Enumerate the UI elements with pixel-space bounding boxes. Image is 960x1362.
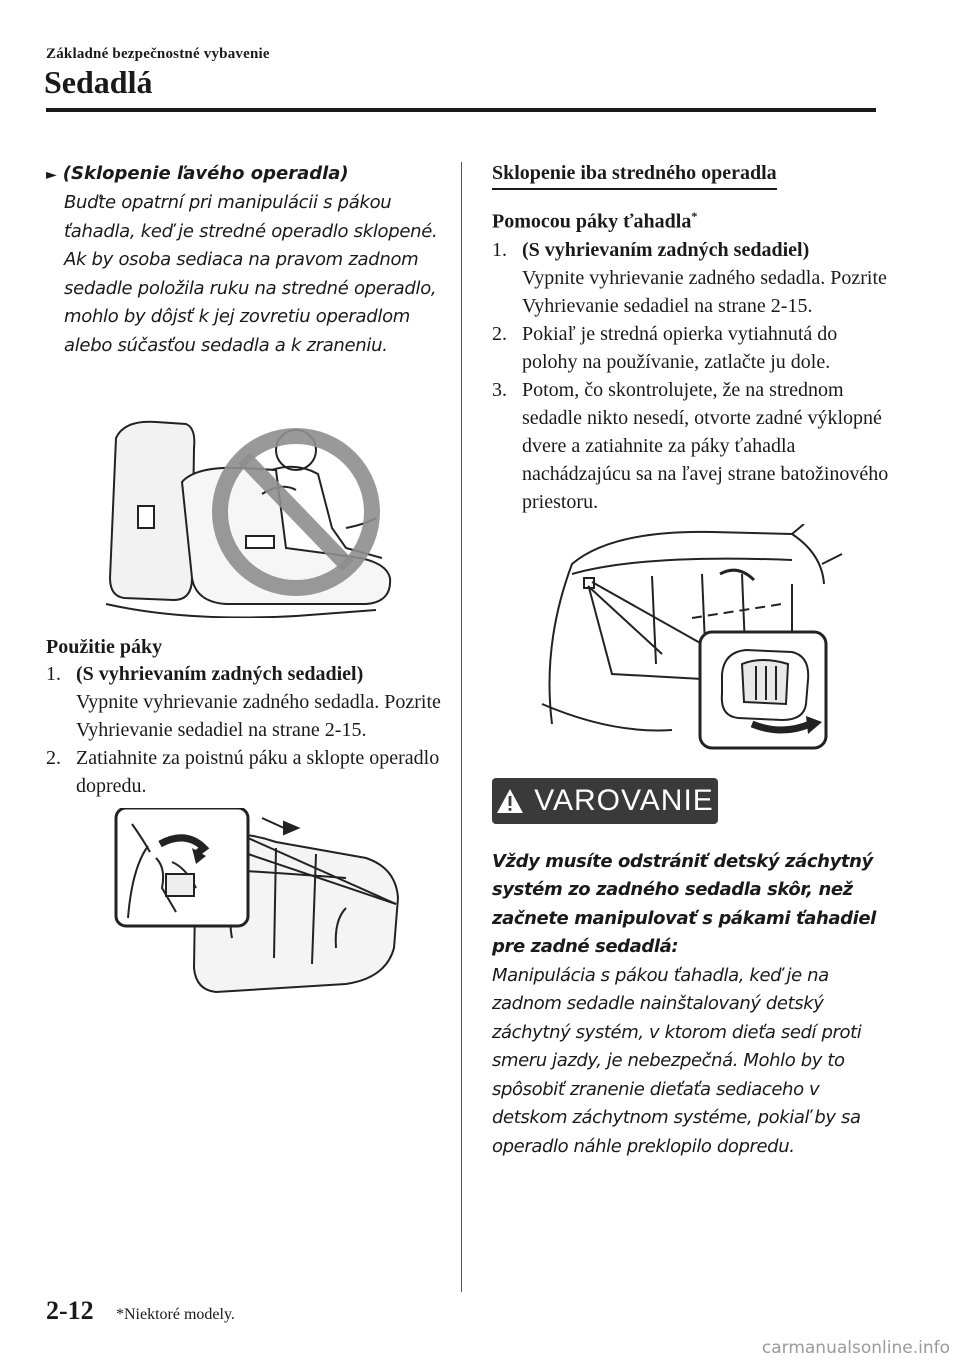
step-number: 2. [46,747,61,769]
step-number: 1. [492,238,507,261]
page-title: Sedadlá [44,64,153,100]
lever-heading: Použitie páky [46,636,163,658]
step-number: 3. [492,378,507,401]
step-text: Vypnite vyhrievanie zadného sedadla. Pozrite Vyhrievanie sedadiel na strane 2-15. [76,691,441,741]
section-header: Základné bezpečnostné vybavenie [46,46,270,62]
step-bold-text: (S vyhrievaním zadných sedadiel) [76,663,364,685]
subheading [492,202,892,236]
triangle-bullet-icon: ► [46,167,57,183]
illustration-seatback-release-lever [46,808,446,1008]
warning-text: Manipulácia s pákou ťahadla, keď je na zadnom sedadle nainštalovaný detský záchytný systém, v ktorom dieťa sedí proti smeru jazdy, je nebezpečná. Mohlo by to spôsobiť zranenie dieťaťa sediaceho v detskom záchytnom systéme, pokiaľ by sa operadlo náhle preklopilo dopredu. [492,964,862,1157]
warning-triangle-icon [496,788,524,814]
caution-text: Buďte opatrní pri manipulácii s pákou ťahadla, keď je stredné operadlo sklopené. Ak by osoba sediaca na pravom zadnom sedadle položila ruku na stredné operadlo, mohlo by dôjsť k jej zovretiu operadlom alebo súčasťou sedadla a k zraneniu. [64,192,438,356]
warning-title: Vždy musíte odstrániť detský záchytný systém zo zadného sedadla skôr, než začnete manipulovať s pákami ťahadiel pre zadné sedadlá: [492,850,876,958]
caution-heading-text: (Sklopenie ľavého operadla) [62,163,349,184]
step-text: Potom, čo skontrolujete, že na strednom sedadle nikto nesedí, otvorte zadné výklopné dvere a zatiahnite za páky ťahadla nachádzajúcu sa na ľavej strane batožinového priestoru. [522,378,889,513]
footnote: *Niektoré modely. [116,1306,235,1323]
footnote-marker: * [691,209,698,223]
illustration-prohibited-hand-on-seat [46,378,446,618]
step-number: 2. [492,322,507,345]
subheading-text: Pomocou páky ťahadla [492,210,692,233]
list-item [492,320,892,376]
watermark: carmanualsonline.info [761,1338,950,1358]
warning-label: VAROVANIE [534,783,714,817]
header-rule [46,108,876,112]
column-divider [461,162,462,1292]
step-text: Vypnite vyhrievanie zadného sedadla. Pozrite Vyhrievanie sedadiel na strane 2-15. [522,266,887,317]
warning-badge [492,778,718,824]
right-steps-list [492,236,892,516]
step-bold-text: (S vyhrievaním zadných sedadiel) [522,238,810,261]
left-column [46,160,446,1008]
left-steps-list [46,660,446,800]
step-number: 1. [46,663,61,685]
page-number: 2-12 [46,1296,94,1325]
list-item [492,376,892,516]
step-text: Pokiaľ je stredná opierka vytiahnutá do polohy na používanie, zatlačte ju dole. [522,322,838,373]
list-item [46,744,446,800]
illustration-trunk-lever [492,524,852,754]
caution-heading [46,160,446,189]
list-item [46,660,446,744]
section-heading: Sklopenie iba stredného operadla [492,160,777,190]
step-text: Zatiahnite za poistnú páku a sklopte operadlo dopredu. [76,747,440,797]
right-column [492,160,892,1161]
list-item [492,236,892,320]
